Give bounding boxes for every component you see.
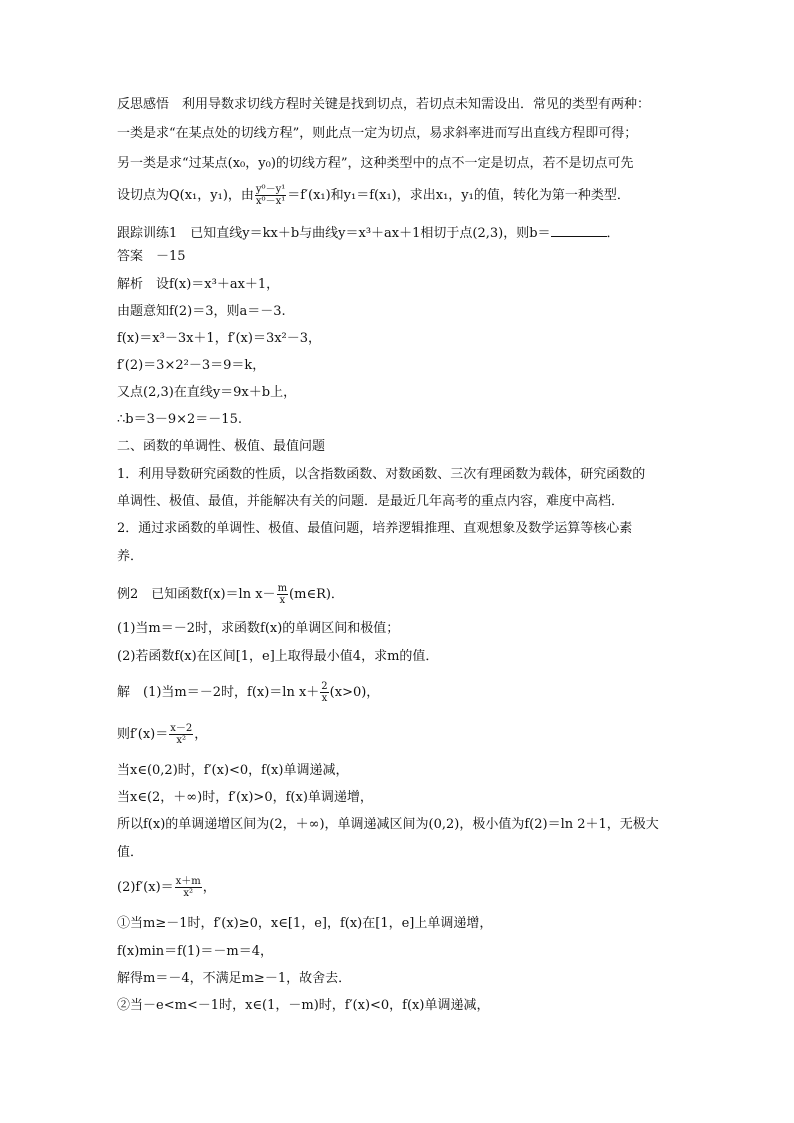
slope-fraction-numerator: y⁰－y¹ — [255, 184, 286, 195]
practice-question-end: ． — [606, 226, 620, 241]
solution-line-1-text-b: (x>0)， — [329, 685, 380, 700]
section-para-2b: 养． — [117, 549, 144, 564]
example-fraction-numerator: m — [277, 583, 288, 594]
solution-line-4: 当x∈(2，＋∞)时，f′(x)>0，f(x)单调递增， — [117, 790, 373, 805]
analysis-line-1: 解析 设f(x)＝x³＋ax＋1， — [117, 277, 280, 292]
practice-answer: 答案 －15 — [117, 249, 186, 264]
solution-fraction-1 — [320, 681, 328, 704]
practice-question — [117, 224, 620, 242]
derivative-fraction-numerator: x－2 — [170, 723, 193, 734]
reflection-line-4 — [117, 184, 630, 207]
solution-line-8: ①当m≥－1时，f′(x)≥0，x∈[1，e]，f(x)在[1，e]上单调递增， — [117, 916, 493, 931]
solution-line-2-text-a: 则f′(x)＝ — [117, 727, 169, 742]
solution-line-6: 值． — [117, 845, 144, 860]
solution-fraction-1-numerator: 2 — [321, 681, 328, 692]
practice-question-text: 跟踪训练1 已知直线y＝kx＋b与曲线y＝x³＋ax＋1相切于点(2,3)，则b＝ — [117, 226, 551, 241]
solution-line-2-text-b: ， — [194, 727, 208, 742]
example-text-a: 例2 已知函数f(x)＝ln x－ — [117, 587, 276, 602]
solution-line-1 — [117, 681, 379, 704]
reflection-line-1: 反思感悟 利用导数求切线方程时关键是找到切点，若切点未知需设出．常见的类型有两种： — [117, 97, 651, 112]
analysis-line-6: ∴b＝3－9×2＝－15. — [117, 412, 242, 427]
section-para-1a: 1．利用导数研究函数的性质，以含指数函数、对数函数、三次有理函数为载体，研究函数的 — [117, 467, 646, 482]
solution-line-10: 解得m＝－4，不满足m≥－1，故舍去． — [117, 971, 352, 986]
slope-fraction-denominator: x⁰－x¹ — [255, 196, 286, 207]
reflection-line-2: 一类是求“在某点处的切线方程”，则此点一定为切点，易求斜率进而写出直线方程即可得； — [117, 126, 638, 141]
solution-line-9: f(x)min＝f(1)＝－m＝4， — [117, 944, 273, 959]
section-para-2a: 2．通过求函数的单调性、极值、最值问题，培养逻辑推理、直观想象及数学运算等核心素 — [117, 521, 633, 536]
slope-fraction — [255, 184, 286, 207]
solution-line-7-text-b: ， — [202, 880, 216, 895]
example-fraction — [277, 583, 288, 606]
solution-line-7-text-a: (2)f′(x)＝ — [117, 880, 174, 895]
derivative-fraction-2 — [175, 876, 202, 899]
example-question-1: (1)当m＝－2时，求函数f(x)的单调区间和极值； — [117, 621, 400, 636]
derivative-fraction-denominator: x² — [176, 735, 187, 746]
example-statement — [117, 583, 344, 606]
section-heading: 二、函数的单调性、极值、最值问题 — [117, 439, 326, 454]
solution-line-3: 当x∈(0,2)时，f′(x)<0，f(x)单调递减， — [117, 763, 349, 778]
solution-line-5: 所以f(x)的单调递增区间为(2，＋∞)，单调递减区间为(0,2)，极小值为f(2)＝ln 2＋1，无极大 — [117, 817, 659, 832]
solution-line-1-text-a: 解 (1)当m＝－2时，f(x)＝ln x＋ — [117, 685, 320, 700]
example-text-b: (m∈R)． — [289, 587, 344, 602]
derivative-fraction — [169, 723, 193, 746]
analysis-line-4: f′(2)＝3×2²－3＝9＝k， — [117, 358, 266, 373]
reflection-line-4-text-a: 设切点为Q(x₁，y₁)，由 — [117, 188, 254, 203]
derivative-fraction-2-denominator: x² — [183, 888, 194, 899]
solution-line-11: ②当－e<m<－1时，x∈(1，－m)时，f′(x)<0，f(x)单调递减， — [117, 998, 490, 1013]
solution-fraction-1-denominator: x — [321, 693, 328, 704]
reflection-line-4-text-b: ＝f′(x₁)和y₁＝f(x₁)，求出x₁，y₁的值，转化为第一种类型． — [287, 188, 630, 203]
derivative-fraction-2-numerator: x＋m — [175, 876, 201, 887]
example-question-2: (2)若函数f(x)在区间[1，e]上取得最小值4，求m的值． — [117, 649, 439, 664]
section-para-1b: 单调性、极值、最值，并能解决有关的问题．是最近几年高考的重点内容，难度中高档． — [117, 494, 625, 509]
solution-line-2 — [117, 723, 207, 746]
answer-blank — [551, 224, 607, 237]
analysis-line-2: 由题意知f(2)＝3，则a＝－3. — [117, 304, 286, 319]
example-fraction-denominator: x — [279, 595, 286, 606]
analysis-line-5: 又点(2,3)在直线y＝9x＋b上， — [117, 385, 297, 400]
solution-line-7 — [117, 876, 216, 899]
reflection-line-3: 另一类是求“过某点(x₀，y₀)的切线方程”，这种类型中的点不一定是切点，若不是切点可先 — [117, 156, 634, 171]
analysis-line-3: f(x)＝x³－3x＋1，f′(x)＝3x²－3， — [117, 331, 322, 346]
